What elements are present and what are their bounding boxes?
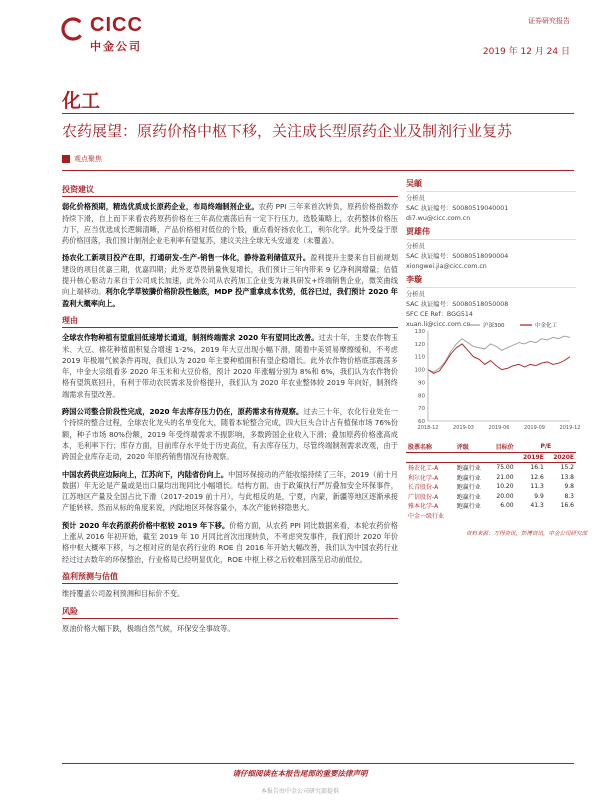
footer-divider bbox=[62, 763, 574, 764]
analyst-divider bbox=[406, 287, 576, 288]
table-cell: 跑赢行业 bbox=[456, 484, 481, 492]
main-column bbox=[62, 180, 398, 640]
col-target: 目标价 bbox=[489, 442, 516, 452]
table-cell: 跑赢行业 bbox=[456, 493, 481, 501]
x-tick-label: 2019-12 bbox=[559, 425, 581, 431]
analyst-sac: SAC 执证编号：S0080518090004 bbox=[406, 253, 509, 260]
reason-p3-lead: 中国农药供应边际向上，江苏向下，内陆省份向上。 bbox=[62, 469, 229, 479]
rating-table bbox=[406, 442, 576, 520]
col-stock: 股票名称 bbox=[406, 442, 455, 452]
profit-section-title: 盈利预测与估值 bbox=[62, 571, 398, 584]
table-cell: 扬农化工-A bbox=[408, 465, 439, 473]
performance-chart bbox=[406, 317, 581, 439]
analyst-email[interactable]: xiongwei.jia@cicc.com.cn bbox=[406, 263, 487, 270]
report-date: 2019 年 12 月 24 日 bbox=[482, 47, 570, 57]
table-cell: 中金一级行业 bbox=[408, 512, 445, 520]
y-tick-label: 100 bbox=[414, 367, 425, 374]
invest-p2-lead: 扬农化工新项目投产在即，打通研发-生产-销售一体化，静待盈利储值双升。 bbox=[62, 253, 311, 263]
table-cell: 16.1 bbox=[530, 464, 544, 472]
logo-cn-text: 中金公司 bbox=[90, 40, 142, 53]
analyst-panel bbox=[406, 176, 576, 330]
y-tick-label: 130 bbox=[414, 329, 425, 335]
reason-p2-lead: 跨国公司整合阶段性完成，2020 年去库存压力仍在，原药需求有待观察。 bbox=[62, 407, 304, 417]
x-tick-label: 2019-03 bbox=[453, 425, 474, 431]
col-pe-2019: 2019E bbox=[516, 452, 546, 463]
series-line-0 bbox=[428, 336, 570, 372]
reason-p1-body: 过去十年，主要农作物玉米、大豆、棉花种植面积复合增速 1-2%，2019 年大豆出现小幅下滑，随着中美贸易摩擦缓和，不考虑 2019 年极端气候条件再现，我们认为 2020 年主要种植面积有望企稳增长。此外农作物价格底部震荡多年，中金大宗组看多 2020 年玉米和大豆价格，预计 2020 年涨幅分别为 8%和 6%，我们认为农作物价格有望筑底回升，有利于带动农民需求及价格提升，我们认为 2020 年农业整体较 2019 年向好，制剂终端需求有望改善。 bbox=[62, 333, 398, 399]
table-cell: 20.00 bbox=[496, 492, 514, 500]
legal-disclaimer: 请仔细阅读在本报告尾部的重要法律声明 bbox=[232, 769, 368, 778]
table-row bbox=[406, 463, 576, 473]
reason-p4-lead: 预计 2020 年农药原药价格中枢较 2019 年下移。 bbox=[62, 520, 230, 530]
invest-paragraph-2 bbox=[62, 252, 398, 308]
table-cell bbox=[516, 511, 546, 521]
table-cell: 6.00 bbox=[500, 502, 514, 510]
x-tick-label: 2019-09 bbox=[524, 425, 545, 431]
table-cell: 75.00 bbox=[496, 464, 514, 472]
risk-paragraph: 原油价格大幅下跌，极端自然气候，环保安全事故等。 bbox=[62, 623, 235, 633]
invest-paragraph-1 bbox=[62, 201, 398, 246]
table-cell: 9.8 bbox=[564, 483, 574, 491]
y-tick-label: 90 bbox=[418, 380, 425, 387]
watermark: 本报告由中金公司研究部提供 bbox=[260, 788, 339, 795]
invest-p1-lead: 弱化价格预期，精选优质成长原药企业，布局终端制剂企业。 bbox=[62, 202, 259, 212]
col-pe: P/E bbox=[516, 442, 576, 452]
cicc-logo-icon bbox=[62, 18, 84, 40]
table-cell: 雅本化学-A bbox=[408, 503, 439, 511]
table-row bbox=[406, 473, 576, 483]
legend-label: 中金化工 bbox=[535, 323, 558, 329]
analyst-role: 分析员 bbox=[406, 243, 425, 250]
col-rating: 评级 bbox=[455, 442, 489, 452]
table-source: 资料来源：万得资讯，彭博资讯，中金公司研究部 bbox=[466, 531, 588, 537]
analyst-block bbox=[406, 178, 576, 224]
analyst-divider bbox=[406, 239, 576, 240]
y-tick-label: 110 bbox=[414, 354, 425, 361]
logo-text: CICC bbox=[90, 14, 143, 36]
reason-paragraph-4 bbox=[62, 520, 398, 565]
table-subheader-row bbox=[406, 452, 576, 463]
analyst-email[interactable]: di7.wu@cicc.com.cn bbox=[406, 215, 471, 222]
analyst-name: 李璇 bbox=[406, 275, 422, 284]
table-cell: 跑赢行业 bbox=[456, 503, 481, 511]
y-tick-label: 80 bbox=[418, 393, 425, 400]
col-pe-2020: 2020E bbox=[546, 452, 576, 463]
reason-paragraph-3 bbox=[62, 469, 398, 514]
reason-paragraph-2 bbox=[62, 406, 398, 462]
tag-marker-icon bbox=[62, 155, 70, 163]
table-cell: 12.6 bbox=[530, 473, 544, 481]
table-cell: 跑赢行业 bbox=[456, 465, 481, 473]
analyst-role: 分析员 bbox=[406, 195, 425, 202]
reason-paragraph-1 bbox=[62, 332, 398, 400]
analyst-sfc: SFC CE Ref：BGG514 bbox=[406, 311, 473, 318]
analyst-sac: SAC 执证编号：S0080518050008 bbox=[406, 301, 509, 308]
report-tag: 观点聚焦 bbox=[74, 155, 102, 163]
analyst-role: 分析员 bbox=[406, 291, 425, 298]
table-cell: 跑赢行业 bbox=[456, 474, 481, 482]
table-cell bbox=[489, 511, 516, 521]
table-cell: 长青股份-A bbox=[408, 484, 439, 492]
analyst-divider bbox=[406, 191, 576, 192]
table-cell: 8.3 bbox=[564, 492, 574, 500]
risk-section-title: 风险 bbox=[62, 606, 398, 619]
table-cell: 13.8 bbox=[560, 473, 574, 481]
analyst-block bbox=[406, 226, 576, 272]
table-cell: 广信股份-A bbox=[408, 493, 439, 501]
table-cell: 41.3 bbox=[530, 502, 544, 510]
table-cell: 10.20 bbox=[496, 483, 514, 491]
profit-paragraph: 维持覆盖公司盈利预测和目标价不变。 bbox=[62, 589, 185, 599]
y-tick-label: 120 bbox=[414, 341, 425, 348]
reason-section-title: 理由 bbox=[62, 315, 398, 328]
report-type: 证券研究报告 bbox=[528, 17, 570, 25]
table-row bbox=[406, 511, 576, 521]
y-tick-label: 60 bbox=[418, 419, 425, 425]
analyst-name: 吴頔 bbox=[406, 179, 422, 188]
table-cell: 11.3 bbox=[530, 483, 544, 491]
reason-p1-lead: 全球农作物种植有望重回低速增长通道，制剂终端需求 2020 年有望同比改善。 bbox=[62, 333, 319, 343]
reason-p2-body: 过去三十年，农化行业处在一个持续的整合过程，全球农化龙头的名单变化大，随着本轮整合完成，四大巨头合计占有植保市场 76%份额，种子市场 80%份额，2019 年受终端需求不振影响，多数跨国企业收入下滑；叠加原药价格涨高成本，毛利率下行；库存方面，目前库存水平处于历史高位，有去库存压力，尽管终端制剂需求改观，由于跨国企业库存走动，2020 年原药销售情况有待观察。 bbox=[62, 407, 398, 462]
table-cell: 利尔化学-A bbox=[408, 474, 439, 482]
table-cell: 9.9 bbox=[534, 492, 544, 500]
analyst-email[interactable]: xuan.li@cicc.com.cn bbox=[406, 321, 471, 328]
table-cell: 21.00 bbox=[496, 473, 514, 481]
y-tick-label: 70 bbox=[418, 406, 425, 413]
table-row bbox=[406, 482, 576, 492]
header-divider bbox=[62, 170, 574, 171]
table-row bbox=[406, 492, 576, 502]
table-cell: 16.6 bbox=[560, 502, 574, 510]
analyst-sac: SAC 执证编号：S0080519040001 bbox=[406, 205, 509, 212]
legend-label: 沪深300 bbox=[483, 323, 505, 329]
table-header-row bbox=[406, 442, 576, 452]
report-headline: 农药展望：原药价格中枢下移，关注成长型原药企业及制剂行业复苏 bbox=[62, 122, 513, 140]
sector-title: 化工 bbox=[62, 90, 101, 112]
sector-divider bbox=[62, 113, 574, 114]
analyst-name: 贾雄伟 bbox=[406, 227, 430, 236]
invest-p1-body: 农药 PPI 三年来首次转负，原药价格指数亦持续下滑，自上而下来看农药原药价格在三年高位震荡后有一定下行压力，选股策略上，农药整体价格压力下，应当优选成长逻辑清晰，产品价格相对低位的个股，重点看好扬农化工，利尔化学。此外受益于原药价格回落，我们预计制剂企业毛利率有望复苏，建议关注全球无头安道麦（未覆盖）。 bbox=[62, 202, 398, 246]
table-cell bbox=[546, 511, 576, 521]
table-row bbox=[406, 501, 576, 511]
x-tick-label: 2018-12 bbox=[417, 425, 439, 431]
table-cell: 15.2 bbox=[560, 464, 574, 472]
table-cell bbox=[455, 511, 489, 521]
x-tick-label: 2019-06 bbox=[488, 425, 510, 431]
invest-section-title: 投资建议 bbox=[62, 184, 398, 197]
invest-p2-tail: 利尔化学草铵膦价格阶段性触底，MDP 投产重拿成本优势，低谷已过，我们预计 2020 年盈利大概率向上。 bbox=[62, 287, 398, 308]
invest-p2-body: 盈利提升主要来自目前规划建设的项目优嘉三期，优嘉四期；此外麦草畏销量恢复增长，我们预计三年内带来 9 亿净利润增量；估值提升核心驱动力来自于公司成长加速，此外公司从农药加工企业变为兼具研发+终端销售企业，微笑曲线向上端移动。 bbox=[62, 253, 398, 297]
reason-p4-body: 价格方面，从农药 PPI 同比数据来看，本轮农药价格上涨从 2016 年初开始，截至 2019 年 10 月同比首次出现转负，不考虑突发事件，我们预计 2020 年价格中枢大概率下移，与之相对应的是农药行业的 ROE 自 2016 年开始大幅改善，我们认为中国农药行业经过过去数年的环保整治，行业格局已经明显优化，ROE 中枢上移之后较难回落至启动前低位。 bbox=[62, 520, 398, 564]
reason-p3-body: 中国环保接动的产能收缩持续了三年，2019（前十月数据）年无论是产量或是出口量均出现同比小幅增长。结构方面，由于政策执行严厉叠加安全环保事件，江苏地区产量及全国占比下滑（2017-2019 前十月），与此相反的是，宁夏，内蒙，新疆等地区逐渐承接产能转移。然而从标的角度来说，内陆地区环保容量小，本次产能转移隐患大。 bbox=[62, 469, 398, 513]
